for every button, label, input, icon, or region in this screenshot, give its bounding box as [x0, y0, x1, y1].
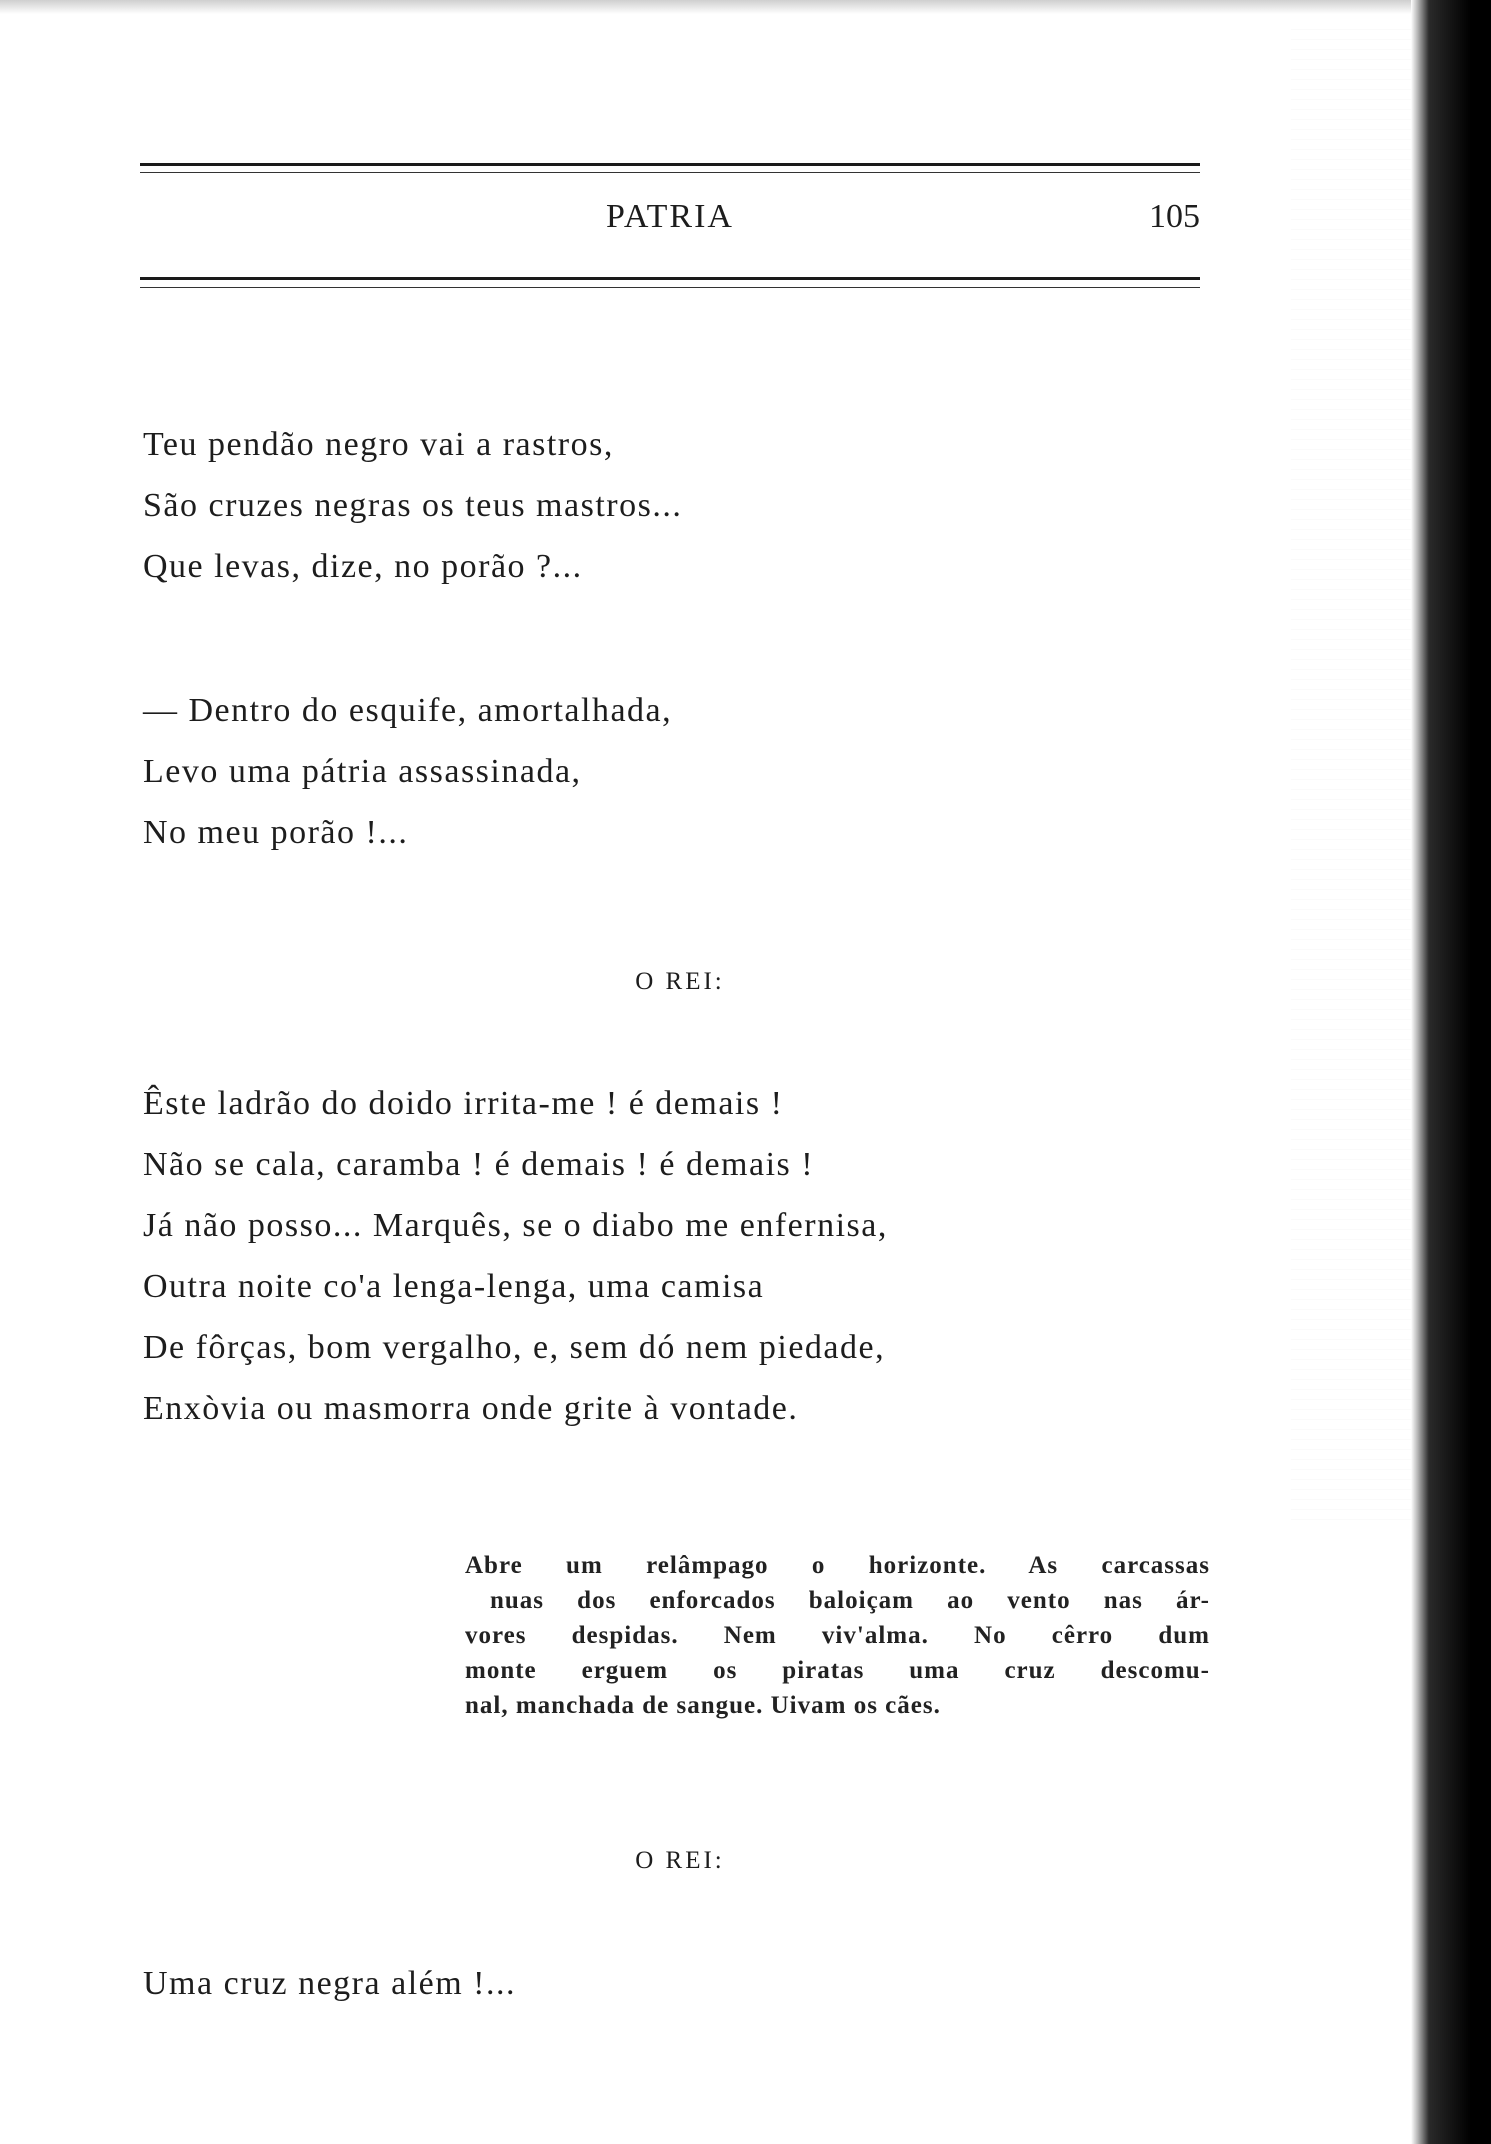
verse-line: Já não posso... Marquês, se o diabo me enfernisa,: [143, 1207, 888, 1244]
page-number: 105: [1149, 198, 1200, 235]
stage-direction-line: vores despidas. Nem viv'alma. No cêrro dum: [465, 1622, 1210, 1649]
verse-line: Teu pendão negro vai a rastros,: [143, 426, 614, 463]
verse-line: — Dentro do esquife, amortalhada,: [143, 692, 673, 729]
verse-line: De fôrças, bom vergalho, e, sem dó nem piedade,: [143, 1329, 886, 1366]
verse-line: Levo uma pátria assassinada,: [143, 753, 582, 790]
verse-line: Uma cruz negra além !...: [143, 1965, 516, 2002]
verse-line: Que levas, dize, no porão ?...: [143, 548, 583, 585]
verse-line: Não se cala, caramba ! é demais ! é demais !: [143, 1146, 815, 1183]
scan-speckle: [1291, 20, 1411, 1520]
verse-line: Enxòvia ou masmorra onde grite à vontade.: [143, 1390, 799, 1427]
verse-line: São cruzes negras os teus mastros...: [143, 487, 683, 524]
header-rule-bottom-thin: [140, 287, 1200, 288]
header-rule-top-thin: [140, 172, 1200, 173]
stage-direction-line: monte erguem os piratas uma cruz descomu-: [465, 1657, 1210, 1684]
verse-line: Outra noite co'a lenga-lenga, uma camisa: [143, 1268, 765, 1305]
speaker-label: O REI:: [635, 968, 725, 995]
running-head-title: PATRIA: [606, 198, 734, 235]
header-rule-top: [140, 163, 1200, 166]
verse-line: No meu porão !...: [143, 814, 409, 851]
stage-direction-line: nuas dos enforcados baloiçam ao vento nas ár-: [490, 1587, 1210, 1614]
page-top-shadow: [0, 0, 1491, 14]
header-rule-bottom: [140, 277, 1200, 280]
speaker-label: O REI:: [635, 1847, 725, 1874]
verse-line: Êste ladrão do doido irrita-me ! é demais !: [143, 1085, 784, 1122]
stage-direction-line: nal, manchada de sangue. Uivam os cães.: [465, 1692, 941, 1719]
stage-direction-line: Abre um relâmpago o horizonte. As carcassas: [465, 1552, 1210, 1579]
stage-direction: [465, 1548, 1210, 1723]
book-spine-edge: [1411, 0, 1491, 2144]
